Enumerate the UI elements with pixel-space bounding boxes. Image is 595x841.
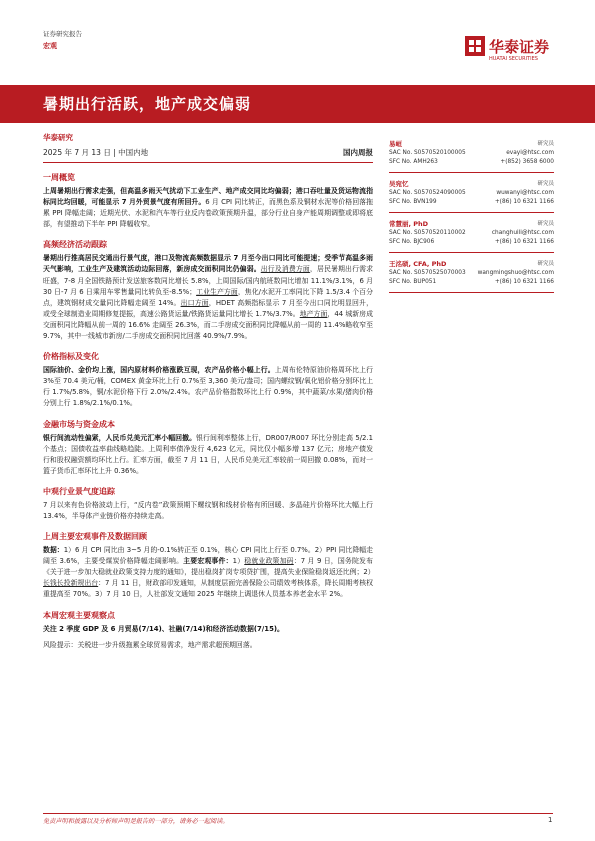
analyst-phone: +(86) 10 6321 1166 <box>494 239 554 245</box>
footer-divider <box>43 813 553 814</box>
huatai-logo-icon <box>465 36 485 56</box>
report-date: 2025 年 7 月 13 日 <box>43 148 111 157</box>
section-industry <box>43 486 373 522</box>
analyst-sfc: SFC No. BVN199 <box>389 199 437 205</box>
risk-warning: 风险提示：关税进一步升级拖累全球贸易需求，地产需求超预期回落。 <box>43 640 257 649</box>
section-heading: 高频经济活动跟踪 <box>43 240 107 250</box>
research-source: 华泰研究 <box>43 133 73 142</box>
section-events <box>43 531 373 600</box>
company-logo <box>465 34 565 70</box>
report-kind: 国内周报 <box>343 148 373 157</box>
report-type: 证券研究报告 <box>43 30 82 38</box>
title-banner <box>0 85 595 123</box>
analyst-phone: +(86) 10 6321 1166 <box>494 279 554 285</box>
page-number: 1 <box>548 816 553 824</box>
meta-row <box>43 147 373 163</box>
section-finance <box>43 419 373 477</box>
analyst-role: 研究员 <box>537 181 554 187</box>
section-heading: 价格指标及变化 <box>43 352 99 362</box>
analyst-phone: +(852) 3658 6000 <box>500 159 554 165</box>
section-activity <box>43 239 373 342</box>
section-heading: 金融市场与资金成本 <box>43 419 115 429</box>
logo-name-en: HUATAI SECURITIES <box>489 56 538 62</box>
analyst-name: 易峘 <box>389 140 402 148</box>
analyst-sac: SAC No. S0570524090005 <box>389 190 466 196</box>
analyst-role: 研究员 <box>537 261 554 267</box>
analyst-card <box>389 260 554 293</box>
section-body: 数据：1）6 月 CPI 同比由 3~5 月的-0.1%转正至 0.1%，核心 CPI 同比上行至 0.7%。2）PPI 同比降幅走阔至 3.6%，主要受煤炭价格降幅走阔影响。主要宏观事件：1）稳就业政策加码：7 月 9 日，国务院发布《关于进一步加大稳就业政策支持力度的通知》，提出稳岗扩岗专项贷扩围，提高失业保险稳岗返还比例；2）长钱长投新规出台：7 月 11 日，财政部印发通知，从制度层面完善保险公司绩效考核体系，降长周期考核权重提高至 70%。3）7 月 10 日，人社部发文通知 2025 年继续上调退休人员基本养老金水平 2%。 <box>43 546 375 599</box>
analyst-sac: SAC No. S0570520110002 <box>389 230 466 236</box>
analyst-email[interactable]: wuwanyi@htsc.com <box>496 190 554 196</box>
analyst-card <box>389 180 554 213</box>
section-body: 关注 2 季度 GDP 及 6 月贸易(7/14)、社融(7/14)和经济活动数据(7/15)。 <box>43 624 284 633</box>
section-next-week <box>43 610 373 635</box>
analyst-role: 研究员 <box>537 141 554 147</box>
section-body: 上周暑期出行需求走强，但高温多雨天气扰动下工业生产、地产成交同比均偏弱；港口吞吐量及货运物流指标同比均回暖，可能显示 7 月外贸景气度有所回升。6 月 CPI 同比转正，而黑色系及铜材水泥等价格回落拖累 PPI 降幅走阔；近期光伏、水泥和汽车等行业反内卷政策预期升温，部分行业自身产能周期调整或即将底部，有望推动下半年 PPI 降幅收窄。 <box>43 187 374 229</box>
report-header <box>43 28 82 52</box>
section-heading: 上周主要宏观事件及数据回顾 <box>43 532 147 542</box>
section-heading: 本周宏观主要观察点 <box>43 610 115 620</box>
analyst-sac: SAC No. S0570525070003 <box>389 270 466 276</box>
analyst-card <box>389 140 554 173</box>
section-body: 国际油价、金价均上涨，国内原材料价格涨跌互现，农产品价格小幅上行。上周布伦特原油价格周环比上行 3%至 70.4 美元/桶，COMEX 黄金环比上行 0.7%至 3,360 美元/盎司；国内螺纹钢/氧化铝价格分别环比上行 1.7%/5.8%，铜/水泥价格下行 2.0%/2.4%。农产品价格指数环比上行 0.9%，其中蔬菜/水果/猪肉价格分别上行 1.8%/2.1%/0.1%。 <box>43 366 373 408</box>
report-category: 宏观 <box>43 42 57 50</box>
section-prices <box>43 351 373 409</box>
analyst-email[interactable]: wangmingshuo@htsc.com <box>477 270 554 276</box>
report-title: 暑期出行活跃，地产成交偏弱 <box>43 95 252 113</box>
analyst-card <box>389 220 554 253</box>
analyst-email[interactable]: evayi@htsc.com <box>506 150 554 156</box>
analyst-name: 王洺硕, CFA, PhD <box>389 260 447 268</box>
report-region: 中国内地 <box>118 148 149 157</box>
analyst-name: 吴宛忆 <box>389 180 409 188</box>
meta-date-region: 2025 年 7 月 13 日 | 中国内地 <box>43 148 149 157</box>
section-body: 暑期出行推高居民交通出行景气度，港口及物流高频数据显示 7 月至今出口同比可能提速；受季节高温多雨天气影响，工业生产及建筑活动边际回落，新房成交面积同比仍偏弱。出行及消费方面，居民暑期出行需求旺盛，7-8 月全国铁路预计发送旅客数同比增长 5.8%，上周国际/国内航班数同比增加 11.1%/3.1%，6 月 30 日-7 月 6 日乘用车零售量同比转负至-8.5%；工业生产方面，焦化/水泥开工率同比下降 1.5/3.4 个百分点，建筑钢材成交量同比降幅走阔至 14%。出口方面，HDET 高频指标显示 7 月至今出口同比明显回升，或受全球制造业周期修复提振，高速公路货运量/铁路货运量同比增长 1.7%/3.7%。地产方面，44 城新房成交面积同比降幅从前一周的 16.6% 走阔至 26.3%，而二手房成交面积同比降幅从前一周的 11.4%略收窄至 9.7%，其中一线城市新房/二手房成交面积同比回落 40.9%/7.9%。 <box>43 254 374 341</box>
analyst-name: 常慧丽, PhD <box>389 220 429 228</box>
main-content <box>43 132 373 651</box>
analyst-sfc: SFC No. BUP051 <box>389 279 437 285</box>
analyst-sfc: SFC No. AMH263 <box>389 159 438 165</box>
logo-name-cn: 华泰证券 <box>489 38 550 56</box>
section-overview <box>43 172 373 230</box>
footer-disclaimer: 免责声明和披露以及分析师声明是报告的一部分，请务必一起阅读。 <box>43 818 229 825</box>
analyst-sfc: SFC No. BJC906 <box>389 239 435 245</box>
section-heading: 一周概览 <box>43 173 75 182</box>
analyst-email[interactable]: changhuili@htsc.com <box>491 230 554 236</box>
analyst-phone: +(86) 10 6321 1166 <box>494 199 554 205</box>
section-heading: 中观行业景气度追踪 <box>43 486 115 496</box>
section-body: 7 月以来有色价格波动上行，“反内卷”政策预期下螺纹钢和线材价格有所回暖、多晶硅片价格环比大幅上行 13.4%，半导体产业链价格亦持续走高。 <box>43 500 373 520</box>
analyst-role: 研究员 <box>537 221 554 227</box>
section-body: 银行间流动性偏紧，人民币兑美元汇率小幅回撤。银行间利率整体上行，DR007/R007 环比分别走高 5/2.1 个基点；国债收益率曲线略趋陡。上周利率债净发行 4,623 亿元，同比仅小幅多增 137 亿元；房地产债发行和股权融资额均环比上行。汇率方面，截至 7 月 11 日，人民币兑美元汇率较前一周回撤 0.08%，而对一篮子货币汇率环比上升 0.36%。 <box>43 433 373 475</box>
analyst-sac: SAC No. S0570520100005 <box>389 150 466 156</box>
analyst-sidebar <box>389 140 554 300</box>
